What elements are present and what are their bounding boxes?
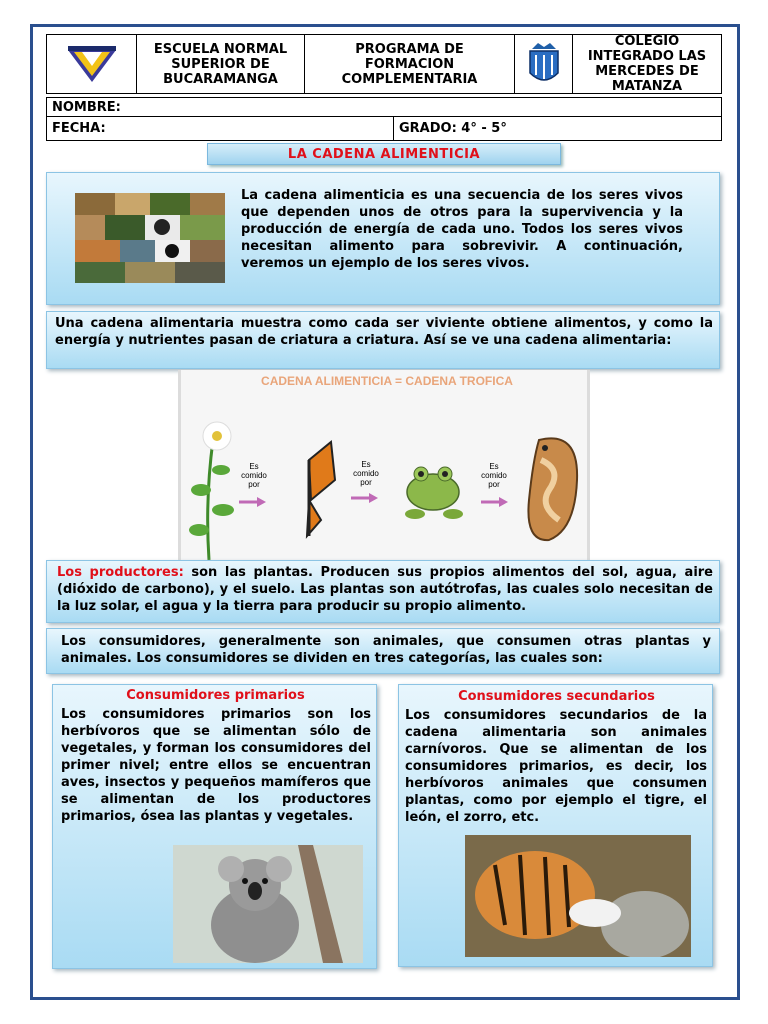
consumidores-box xyxy=(46,628,720,674)
secundarios-text: Los consumidores secundarios de la cadena alimentaria son animales carnívoros. Que se alimentan de los consumidores primarios, es decir, los herbívoros animales que consumen plantas, como por ejemplo el tigre, el león, el zorro, etc. xyxy=(405,708,707,825)
nombre-label: NOMBRE: xyxy=(52,99,121,115)
school-name: ESCUELA NORMAL SUPERIOR DE BUCARAMANGA xyxy=(137,35,305,93)
tiger-photo xyxy=(465,835,691,957)
productores-label: Los productores: xyxy=(57,565,184,580)
animals-collage-icon xyxy=(75,193,225,283)
arrow-label-1: Es comido por xyxy=(241,462,267,489)
food-chain-diagram xyxy=(178,370,590,560)
productores-box xyxy=(46,560,720,623)
arrow-label-3: Es comido por xyxy=(481,462,507,489)
fecha-label: FECHA: xyxy=(52,121,106,136)
chain-text: Una cadena alimentaria muestra como cada ser viviente obtiene alimentos, y como la energía y nutrientes pasan de criatura a criatura. Así se ve una cadena alimentaria: xyxy=(55,316,713,348)
grado-field[interactable] xyxy=(394,117,722,141)
fecha-field[interactable] xyxy=(46,117,394,141)
snake-icon xyxy=(519,430,589,548)
arrow-label-2: Es comido por xyxy=(353,460,379,487)
intro-text: La cadena alimenticia es una secuencia de los seres vivos que dependen unos de otros para la supervivencia y la producción de energía de cada uno. Todos los seres vivos necesitan alimento para sobrevivir. A continuación, veremos un ejemplo de los seres vivos. xyxy=(241,188,683,271)
consumidores-text: Los consumidores, generalmente son animales, que consumen otras plantas y animales. Los consumidores se dividen en tres categorías, las cuales son: xyxy=(61,634,711,666)
nombre-field[interactable] xyxy=(46,97,722,117)
arrow-right-icon xyxy=(239,496,267,508)
animals-collage xyxy=(75,193,225,283)
grado-label: GRADO: 4° - 5° xyxy=(399,121,507,136)
left-logo-cell xyxy=(47,35,137,93)
arrow-right-icon xyxy=(351,492,379,504)
primarios-box xyxy=(52,684,377,969)
koala-photo xyxy=(173,845,363,963)
header-table xyxy=(46,34,722,94)
colegio-name: COLEGIO INTEGRADO LAS MERCEDES DE MATANZA xyxy=(587,34,707,94)
secundarios-title: Consumidores secundarios xyxy=(458,689,655,704)
right-logo-cell xyxy=(515,35,573,93)
primarios-text: Los consumidores primarios son los herbívoros que se alimentan sólo de vegetales, y forman los consumidores del primer nivel; entre ellos se encuentran aves, insectos y pequeños mamíferos que se alimentan de los productores primarios, ósea las plantas y vegetales. xyxy=(61,707,371,824)
left-school-logo-icon xyxy=(62,42,122,86)
butterfly-icon xyxy=(281,440,337,540)
right-school-crest-icon xyxy=(524,39,564,89)
intro-box xyxy=(46,172,720,305)
arrow-right-icon xyxy=(481,496,509,508)
flower-icon xyxy=(187,410,243,560)
program-name: PROGRAMA DE FORMACION COMPLEMENTARIA xyxy=(305,35,515,93)
page-title: LA CADENA ALIMENTICIA xyxy=(207,143,561,165)
secundarios-box xyxy=(398,684,713,967)
productores-text: Los productores: son las plantas. Producen sus propios alimentos del sol, agua, aire (dióxido de carbono), y el suelo. Las plantas son autótrofas, las cuales solo necesitan de la luz solar, el agua y la tierra para producir su propio alimento. xyxy=(57,565,713,614)
diagram-title: CADENA ALIMENTICIA = CADENA TROFICA xyxy=(261,374,513,388)
primarios-title: Consumidores primarios xyxy=(126,688,305,703)
chain-text-box xyxy=(46,311,720,369)
frog-icon xyxy=(399,458,469,524)
